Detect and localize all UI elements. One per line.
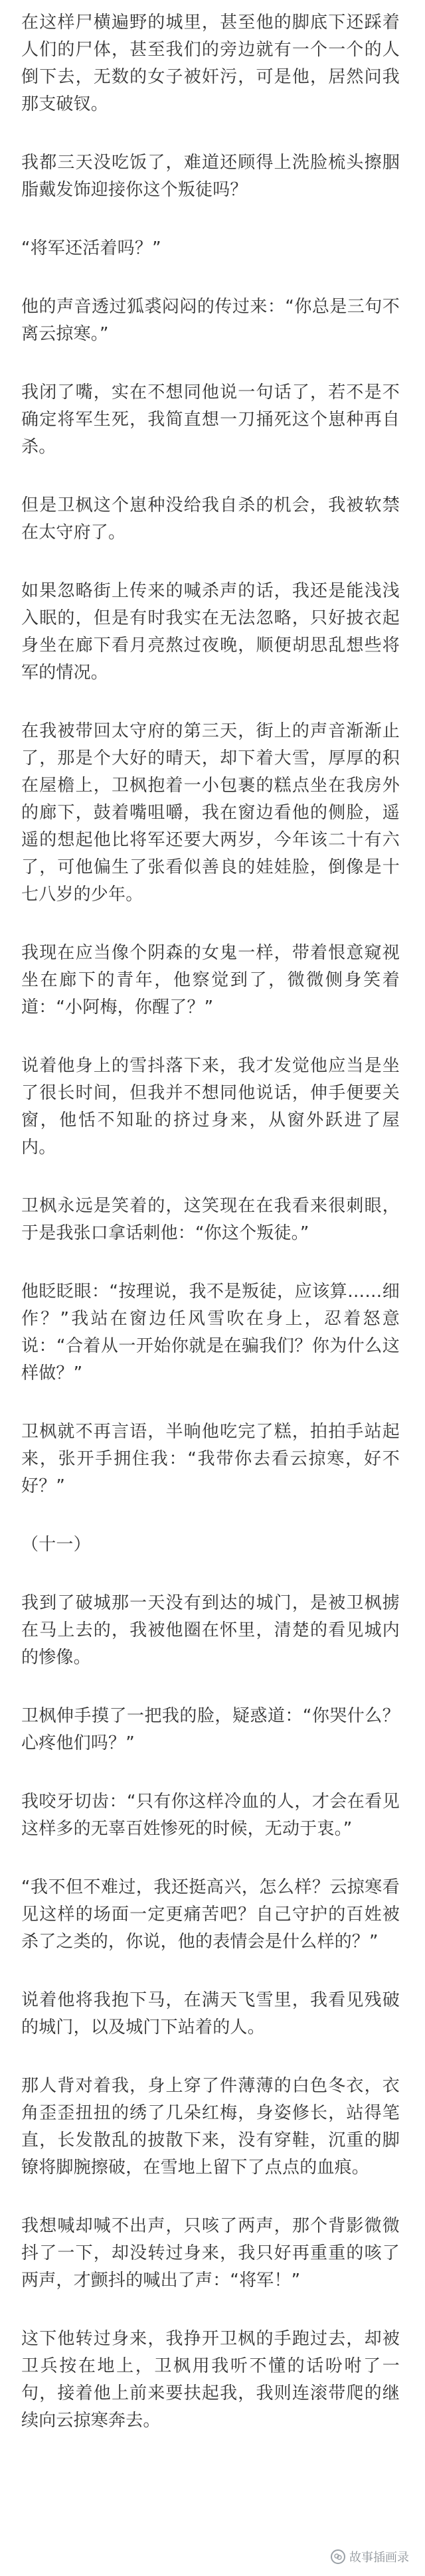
paragraph-22: 这下他转过身来，我挣开卫枫的手跑过去，却被卫兵按在地上，卫枫用我听不懂的话吩咐了一句，接着他上前来要扶起我，我则连滚带爬的继续向云掠寒奔去。 — [21, 2329, 400, 2431]
paragraph-10: 说着他身上的雪抖落下来，我才发觉他应当是坐了很长时间，但我并不想同他说话，伸手便要关窗，他恬不知耻的挤过身来，从窗外跃进了屋内。 — [21, 1056, 400, 1158]
paragraph-19: 说着他将我抱下马，在满天飞雪里，我看见残破的城门，以及城门下站着的人。 — [21, 1990, 400, 2037]
paragraph-9: 我现在应当像个阴森的女鬼一样，带着恨意窥视坐在廊下的青年，他察觉到了，微微侧身笑着道：“小阿梅，你醒了？” — [21, 943, 400, 1017]
paragraph-3: “将军还活着吗？” — [21, 238, 161, 258]
paragraph-6: 但是卫枫这个崽种没给我自杀的机会，我被软禁在太守府了。 — [21, 495, 400, 543]
paragraph-20: 那人背对着我，身上穿了件薄薄的白色冬衣，衣角歪歪扭扭的绣了几朵红梅，身姿修长，站得笔直，长发散乱的披散下来，没有穿鞋，沉重的脚镣将脚腕擦破，在雪地上留下了点点的血痕。 — [21, 2076, 400, 2178]
watermark-text: 故事插画录 — [349, 2551, 409, 2565]
chapter-heading: （十一） — [21, 1535, 91, 1555]
paragraph-16: 卫枫伸手摸了一把我的脸，疑惑道：“你哭什么？心疼他们吗？” — [21, 1706, 400, 1753]
paragraph-11: 卫枫永远是笑着的，这笑现在在我看来很刺眼，于是我张口拿话刺他：“你这个叛徒。” — [21, 1196, 400, 1243]
paragraph-7: 如果忽略街上传来的喊杀声的话，我还是能浅浅入眠的，但是有时我实在无法忽略，只好披衣起身坐在廊下看月亮熬过夜晚，顺便胡思乱想些将军的情况。 — [21, 581, 400, 683]
paragraph-15: 我到了破城那一天没有到达的城门，是被卫枫掳在马上去的，我被他圈在怀里，清楚的看见城内的惨像。 — [21, 1593, 400, 1668]
paragraph-2: 我都三天没吃饭了，难道还顾得上洗脸梳头擦胭脂戴发饰迎接你这个叛徒吗？ — [21, 153, 400, 200]
watermark — [327, 2547, 413, 2567]
paragraph-4: 他的声音透过狐裘闷闷的传过来：“你总是三句不离云掠寒。” — [21, 297, 400, 344]
wechat-official-account-icon — [331, 2549, 345, 2564]
paragraph-5: 我闭了嘴，实在不想同他说一句话了，若不是不确定将军生死，我简直想一刀捅死这个崽种再自杀。 — [21, 383, 400, 457]
paragraph-21: 我想喊却喊不出声，只咳了两声，那个背影微微抖了一下，却没转过身来，我只好再重重的咳了两声，才颤抖的喊出了声：“将军！” — [21, 2216, 400, 2290]
paragraph-17: 我咬牙切齿：“只有你这样冷血的人，才会在看见这样多的无辜百姓惨死的时候，无动于衷。” — [21, 1792, 400, 1839]
paragraph-8: 在我被带回太守府的第三天，街上的声音渐渐止了，那是个大好的晴天，却下着大雪，厚厚的积在屋檐上，卫枫抱着一小包裹的糕点坐在我房外的廊下，鼓着嘴咀嚼，我在窗边看他的侧脸，遥遥的想起他比将军还要大两岁，今年该二十有六了，可他偏生了张看似善良的娃娃脸，倒像是十七八岁的少年。 — [21, 721, 400, 904]
paragraph-13: 卫枫就不再言语，半晌他吃完了糕，拍拍手站起来，张开手拥住我：“我带你去看云掠寒，好不好？” — [21, 1422, 400, 1496]
paragraph-12: 他眨眨眼：“按理说，我不是叛徒，应该算……细作？”我站在窗边任风雪吹在身上，忍着怒意说：“合着从一开始你就是在骗我们？你为什么这样做？” — [21, 1282, 400, 1383]
paragraph-1: 在这样尸横遍野的城里，甚至他的脚底下还踩着人们的尸体，甚至我们的旁边就有一个一个的人倒下去，无数的女子被奸污，可是他，居然问我那支破钗。 — [21, 13, 400, 114]
paragraph-18: “我不但不难过，我还挺高兴，怎么样？云掠寒看见这样的场面一定更痛苦吧？自己守护的百姓被杀了之类的，你说，他的表情会是什么样的？” — [21, 1877, 400, 1952]
